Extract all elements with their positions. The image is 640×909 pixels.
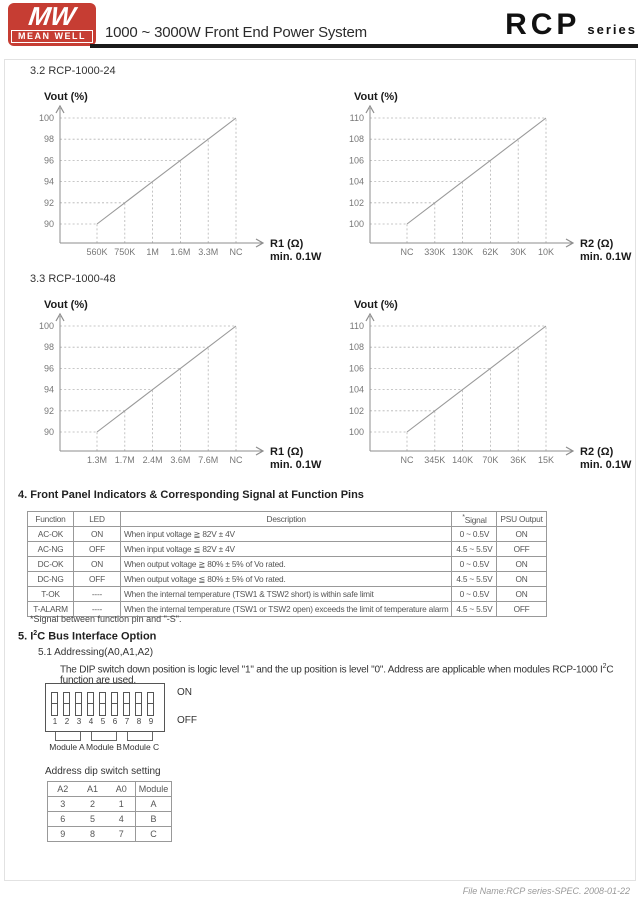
dip-number: 3 bbox=[76, 717, 82, 726]
svg-text:130K: 130K bbox=[452, 247, 474, 257]
svg-text:100: 100 bbox=[348, 219, 364, 229]
svg-text:345K: 345K bbox=[424, 455, 446, 465]
svg-text:96: 96 bbox=[43, 155, 54, 166]
col-description: Description bbox=[121, 512, 452, 527]
dip-switch-7 bbox=[123, 692, 130, 716]
dip-switch-3 bbox=[75, 692, 82, 716]
section-5-title: 5. $I^2C$ Bus Interface Option bbox=[18, 630, 157, 643]
dip-knob bbox=[52, 703, 57, 704]
svg-text:108: 108 bbox=[348, 134, 364, 145]
dip-switch-2 bbox=[63, 692, 70, 716]
svg-text:92: 92 bbox=[43, 197, 54, 208]
svg-text:3.3M: 3.3M bbox=[198, 247, 219, 257]
dip-knob bbox=[88, 703, 93, 704]
document-title: 1000 ~ 3000W Front End Power System bbox=[105, 24, 367, 41]
dip-number: 8 bbox=[136, 717, 142, 726]
svg-text:106: 106 bbox=[348, 155, 364, 166]
module-c-bracket bbox=[127, 732, 153, 741]
dip-number: 7 bbox=[124, 717, 130, 726]
footer-filename: File Name:RCP series-SPEC. 2008-01-22 bbox=[462, 886, 630, 896]
svg-text:15K: 15K bbox=[537, 455, 555, 465]
module-b-bracket bbox=[91, 732, 117, 741]
svg-text:30K: 30K bbox=[510, 247, 527, 257]
dip-number: 2 bbox=[64, 717, 70, 726]
series-title bbox=[505, 8, 637, 42]
svg-text:1M: 1M bbox=[146, 247, 159, 257]
col-psu-output: PSU Output bbox=[497, 512, 546, 527]
table-row: AC-OK ON When input voltage ≧ 82V ± 4V 0 ~ 0.5V ON bbox=[28, 527, 547, 542]
module-a-bracket bbox=[55, 732, 81, 741]
series-name: RCP bbox=[505, 8, 581, 41]
svg-text:NC: NC bbox=[400, 247, 414, 257]
svg-text:10K: 10K bbox=[537, 247, 555, 257]
dip-knob bbox=[124, 703, 129, 704]
svg-text:100: 100 bbox=[38, 113, 54, 123]
svg-text:NC: NC bbox=[229, 247, 243, 257]
svg-text:92: 92 bbox=[43, 405, 54, 416]
dip-switch-9 bbox=[147, 692, 154, 716]
logo-brand-text: MEAN WELL bbox=[11, 30, 93, 43]
section-5-1-title: 5.1 Addressing(A0,A1,A2) bbox=[38, 647, 154, 658]
svg-text:100: 100 bbox=[38, 321, 54, 331]
svg-text:104: 104 bbox=[348, 384, 364, 395]
table-footnote: *Signal between function pin and "-S". bbox=[30, 614, 182, 624]
dip-knob bbox=[136, 703, 141, 704]
svg-text:1.3M: 1.3M bbox=[86, 455, 108, 465]
dip-switch-6 bbox=[111, 692, 118, 716]
chart-rcp-1000-24-r2 bbox=[326, 88, 640, 266]
svg-text:96: 96 bbox=[43, 363, 54, 374]
svg-text:106: 106 bbox=[348, 363, 364, 374]
svg-text:Vout (%): Vout (%) bbox=[44, 91, 88, 103]
svg-text:2.4M: 2.4M bbox=[142, 455, 163, 465]
chart-rcp-1000-24-r1 bbox=[16, 88, 330, 266]
col-signal: *Signal bbox=[452, 512, 497, 527]
meanwell-logo bbox=[8, 3, 96, 46]
svg-text:1.7M: 1.7M bbox=[114, 455, 135, 465]
svg-text:R2 (Ω): R2 (Ω) bbox=[580, 446, 614, 458]
address-table-label: Address dip switch setting bbox=[45, 766, 161, 777]
col-function: Function bbox=[28, 512, 74, 527]
dip-number: 4 bbox=[88, 717, 94, 726]
signal-asterisk: * bbox=[462, 513, 465, 521]
svg-text:R2 (Ω): R2 (Ω) bbox=[580, 238, 614, 250]
svg-text:102: 102 bbox=[348, 405, 364, 416]
table-row: T-OK ---- When the internal temperature (TSW1 & TSW2 short) is within safe limit 0 ~ 0.5V ON bbox=[28, 587, 547, 602]
section-3-2-title: 3.2 RCP-1000-24 bbox=[30, 65, 116, 77]
table-row: DC-NG OFF When output voltage ≦ 80% ± 5% of Vo rated. 4.5 ~ 5.5V ON bbox=[28, 572, 547, 587]
svg-text:104: 104 bbox=[348, 176, 364, 187]
logo-mw-glyph: MW bbox=[26, 1, 78, 31]
svg-text:36K: 36K bbox=[510, 455, 527, 465]
svg-text:98: 98 bbox=[43, 134, 54, 145]
svg-text:108: 108 bbox=[348, 342, 364, 353]
svg-text:R1 (Ω): R1 (Ω) bbox=[270, 238, 304, 250]
chart-rcp-1000-48-r2 bbox=[326, 296, 640, 474]
section-5-1-body: The DIP switch down position is logic level "1" and the up position is level "0". Address are applicable when modules RCP-1000 $I^2C$ function are used. bbox=[60, 663, 614, 687]
dip-switch-5 bbox=[99, 692, 106, 716]
svg-text:560K: 560K bbox=[86, 247, 108, 257]
svg-text:NC: NC bbox=[229, 455, 243, 465]
module-c-label: Module C bbox=[122, 742, 160, 752]
svg-text:62K: 62K bbox=[482, 247, 499, 257]
svg-text:100: 100 bbox=[348, 427, 364, 437]
svg-text:90: 90 bbox=[43, 219, 54, 229]
svg-text:140K: 140K bbox=[452, 455, 474, 465]
svg-text:min. 0.1W: min. 0.1W bbox=[270, 251, 322, 263]
address-dip-table bbox=[47, 781, 172, 842]
section-3-3-title: 3.3 RCP-1000-48 bbox=[30, 273, 116, 285]
series-suffix: series bbox=[587, 22, 637, 37]
svg-text:min. 0.1W: min. 0.1W bbox=[580, 459, 632, 471]
svg-text:70K: 70K bbox=[482, 455, 499, 465]
header-rule bbox=[90, 44, 638, 48]
svg-text:1.6M: 1.6M bbox=[170, 247, 191, 257]
svg-text:98: 98 bbox=[43, 342, 54, 353]
function-indicator-table bbox=[27, 511, 547, 617]
dip-switch-1 bbox=[51, 692, 58, 716]
svg-text:R1 (Ω): R1 (Ω) bbox=[270, 446, 304, 458]
svg-text:94: 94 bbox=[43, 176, 54, 187]
section-4-title: 4. Front Panel Indicators & Corresponding Signal at Function Pins bbox=[18, 489, 364, 501]
dip-switch-4 bbox=[87, 692, 94, 716]
col-led: LED bbox=[74, 512, 121, 527]
svg-text:7.6M: 7.6M bbox=[198, 455, 219, 465]
table-header-row bbox=[28, 512, 547, 527]
svg-text:Vout (%): Vout (%) bbox=[44, 299, 88, 311]
svg-text:102: 102 bbox=[348, 197, 364, 208]
dip-knob bbox=[100, 703, 105, 704]
table-row: T-ALARM ---- When the internal temperature (TSW1 or TSW2 open) exceeds the limit of temperature alarm 4.5 ~ 5.5V OFF bbox=[28, 602, 547, 617]
dip-number: 6 bbox=[112, 717, 118, 726]
svg-text:330K: 330K bbox=[424, 247, 446, 257]
table-row: AC-NG OFF When input voltage ≦ 82V ± 4V 4.5 ~ 5.5V OFF bbox=[28, 542, 547, 557]
dip-switch-diagram bbox=[40, 678, 265, 762]
chart-rcp-1000-48-r1 bbox=[16, 296, 330, 474]
svg-text:3.6M: 3.6M bbox=[170, 455, 191, 465]
dip-knob bbox=[76, 703, 81, 704]
dip-switch-8 bbox=[135, 692, 142, 716]
module-a-label: Module A bbox=[49, 742, 85, 752]
dip-knob bbox=[64, 703, 69, 704]
dip-number: 5 bbox=[100, 717, 106, 726]
table-header-row: A2 A1 A0 Module bbox=[48, 782, 172, 797]
svg-text:Vout (%): Vout (%) bbox=[354, 91, 398, 103]
dip-number: 1 bbox=[52, 717, 58, 726]
svg-text:min. 0.1W: min. 0.1W bbox=[580, 251, 632, 263]
svg-text:94: 94 bbox=[43, 384, 54, 395]
table-row: 9 8 7 C bbox=[48, 827, 172, 842]
module-b-label: Module B bbox=[86, 742, 122, 752]
table-row: 3 2 1 A bbox=[48, 797, 172, 812]
svg-text:NC: NC bbox=[400, 455, 414, 465]
svg-text:Vout (%): Vout (%) bbox=[354, 299, 398, 311]
svg-text:min. 0.1W: min. 0.1W bbox=[270, 459, 322, 471]
svg-text:110: 110 bbox=[349, 113, 364, 123]
dip-knob bbox=[112, 703, 117, 704]
svg-text:750K: 750K bbox=[114, 247, 136, 257]
svg-text:90: 90 bbox=[43, 427, 54, 437]
dip-on-label: ON bbox=[177, 687, 192, 698]
table-row: 6 5 4 B bbox=[48, 812, 172, 827]
dip-knob bbox=[148, 703, 153, 704]
table-row: DC-OK ON When output voltage ≧ 80% ± 5% of Vo rated. 0 ~ 0.5V ON bbox=[28, 557, 547, 572]
dip-number: 9 bbox=[148, 717, 154, 726]
svg-text:110: 110 bbox=[349, 321, 364, 331]
dip-off-label: OFF bbox=[177, 715, 197, 726]
